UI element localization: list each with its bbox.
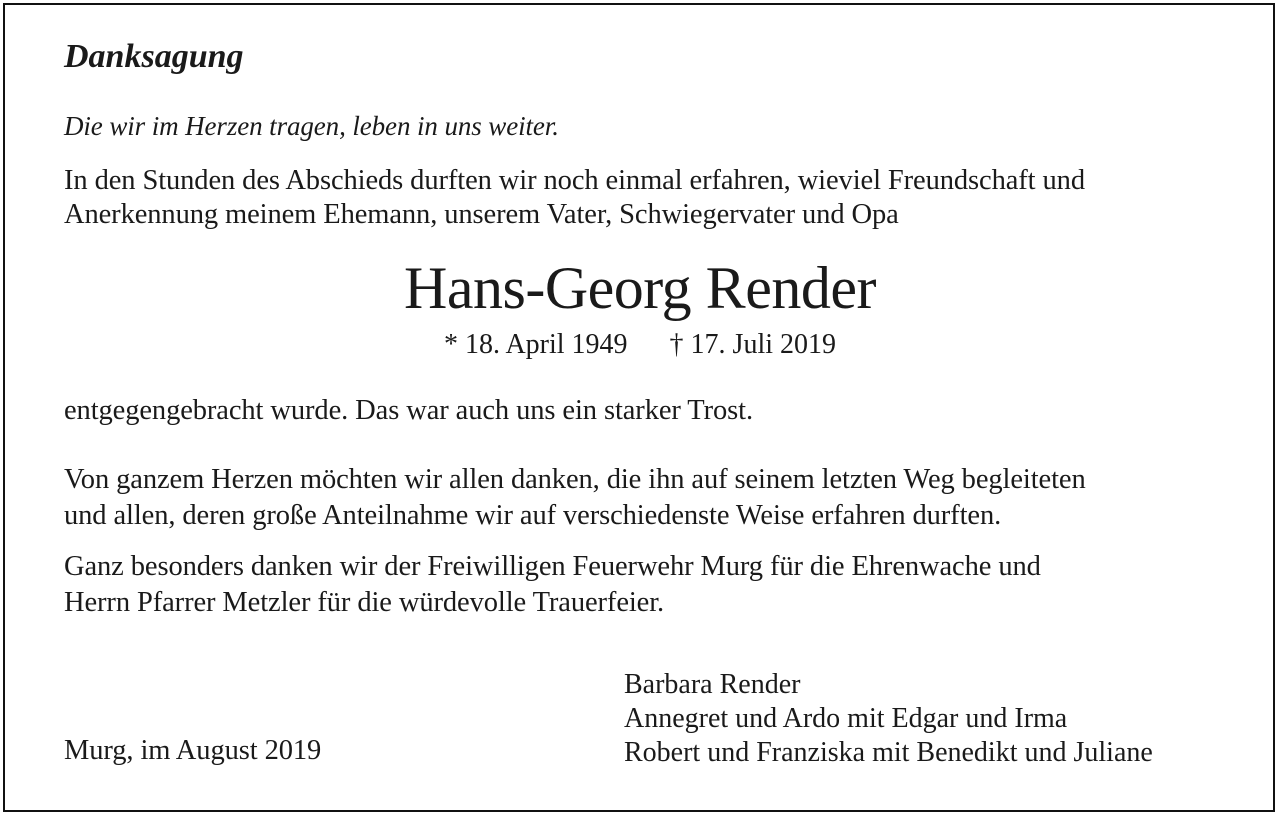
life-dates [0,331,1280,359]
death-date: † 17. Juli 2019 [669,329,837,360]
motto-line: Die wir im Herzen tragen, leben in uns weiter. [64,111,559,141]
signatory-3: Robert und Franziska mit Benedikt und Juliane [624,737,1153,768]
notice-heading: Danksagung [64,38,244,75]
place-date: Murg, im August 2019 [64,735,322,766]
thanks-line-1: Von ganzem Herzen möchten wir allen danken, die ihn auf seinem letzten Weg begleiteten [64,464,1086,495]
signatory-1: Barbara Render [624,669,801,700]
special-thanks-line-2: Herrn Pfarrer Metzler für die würdevolle Trauerfeier. [64,587,665,618]
after-name-line: entgegengebracht wurde. Das war auch uns ein starker Trost. [64,395,753,426]
thanks-line-2: und allen, deren große Anteilnahme wir auf verschiedenste Weise erfahren durften. [64,500,1002,531]
deceased-name: Hans-Georg Render [404,255,876,321]
intro-line-1: In den Stunden des Abschieds durften wir noch einmal erfahren, wieviel Freundschaft und [64,165,1085,196]
birth-date: * 18. April 1949 [443,329,628,360]
signatory-2: Annegret und Ardo mit Edgar und Irma [624,703,1068,734]
intro-line-2: Anerkennung meinem Ehemann, unserem Vater, Schwiegervater und Opa [64,199,899,230]
special-thanks-line-1: Ganz besonders danken wir der Freiwilligen Feuerwehr Murg für die Ehrenwache und [64,551,1041,582]
